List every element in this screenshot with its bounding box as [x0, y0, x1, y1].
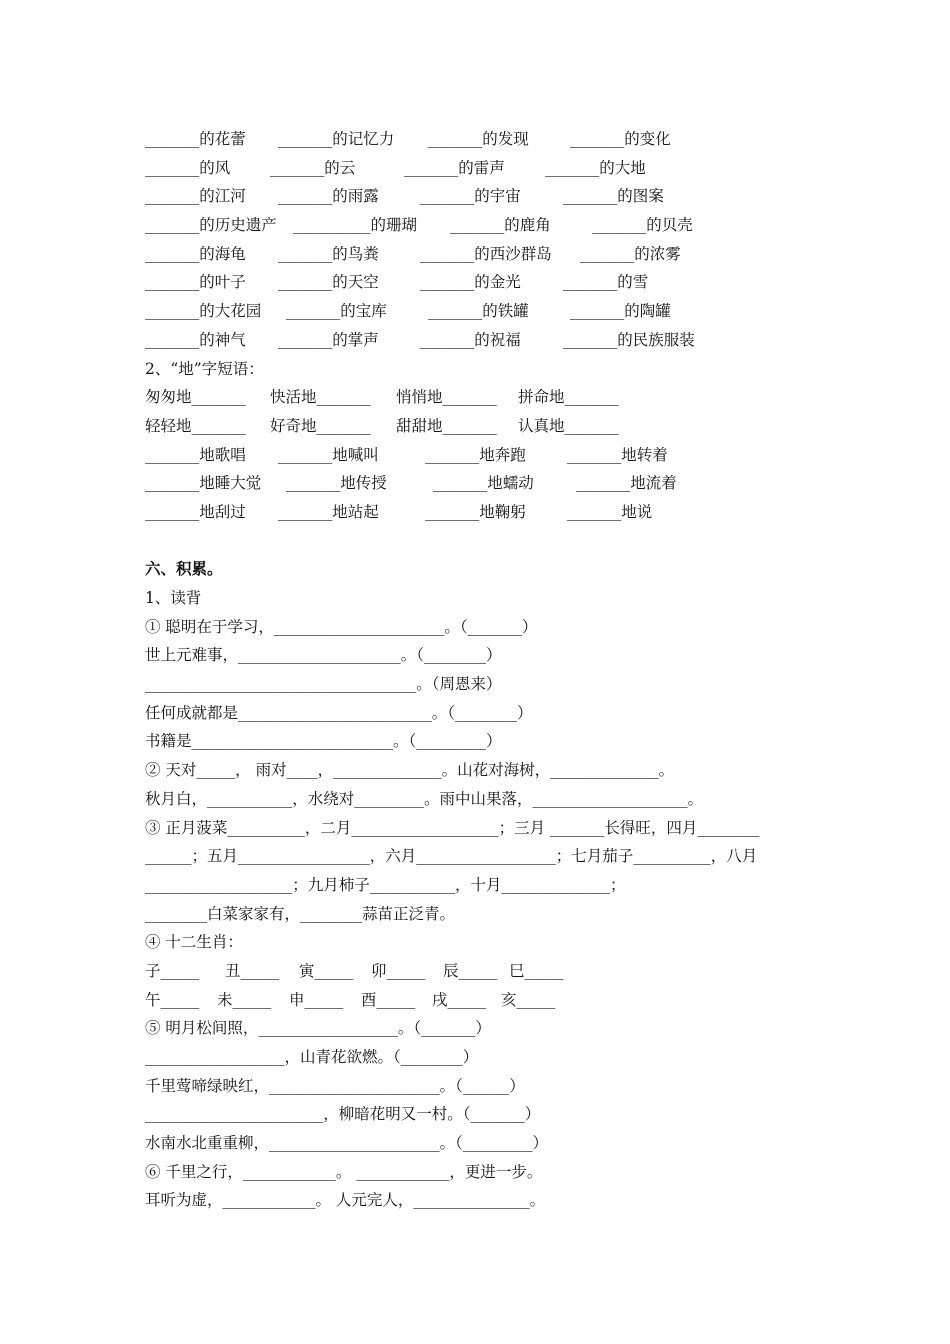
- de-phrase: _______的叶子: [145, 273, 246, 292]
- recite-line: ④ 十二生肖：: [145, 933, 243, 952]
- de-phrase: __________的珊瑚: [293, 216, 418, 235]
- recite-line: ② 天对_____， 雨对____，______________。山花对海树，______________。: [145, 761, 675, 780]
- di-phrase: 悄悄地_______: [396, 388, 497, 407]
- poem-line: 千里莺啼绿映红，______________________。（______）: [145, 1076, 525, 1095]
- di-phrase: 好奇地_______: [270, 416, 371, 435]
- zodiac-row: [145, 957, 825, 986]
- zodiac-item: 午_____: [145, 990, 200, 1009]
- de-phrase: _______的记忆力: [278, 130, 395, 148]
- di-phrase-block: [145, 383, 825, 526]
- recite-line: ___________________________________。（周恩来）: [145, 675, 502, 694]
- di-phrase: 甜甜地_______: [396, 416, 497, 435]
- di-phrase: 认真地_______: [518, 416, 619, 435]
- de-row: [145, 268, 825, 297]
- zodiac-item: 卯_____: [371, 961, 426, 980]
- di-row: [145, 383, 825, 412]
- de-phrase: _______的天空: [278, 273, 379, 292]
- zodiac-item: 寅_____: [299, 961, 354, 980]
- de-phrase: _______的雷声: [404, 158, 505, 177]
- de-row: [145, 326, 825, 355]
- di-phrase: _______地奔跑: [425, 445, 526, 464]
- recite-block: [145, 613, 825, 957]
- poem-line: _______________________，柳暗花明又一村。（_______）: [145, 1105, 541, 1124]
- recite-line: ___________________；九月柿子___________，十月______________；: [145, 875, 626, 894]
- di-phrase: _______地站起: [278, 502, 379, 521]
- de-phrase: _______的海龟: [145, 244, 246, 263]
- de-phrase: _______的祝福: [420, 330, 521, 349]
- zodiac-item: 戌_____: [432, 990, 487, 1009]
- de-phrase: _______的西沙群岛: [420, 244, 552, 263]
- de-phrase: _______的宝库: [286, 302, 387, 321]
- de-phrase: _______的掌声: [278, 330, 379, 349]
- poem-line: ⑥ 千里之行，____________。 ____________，更进一步。: [145, 1162, 543, 1181]
- di-phrase: _______地鞠躬: [425, 502, 526, 521]
- di-heading: 2、“地”字短语：: [145, 359, 264, 378]
- de-phrase: _______的民族服装: [563, 330, 695, 349]
- recite-line: 秋月白，___________，水绕对_________。雨中山果落，____________________。: [145, 789, 704, 808]
- de-phrase: _______的陶罐: [570, 302, 671, 321]
- de-phrase: _______的图案: [563, 187, 664, 206]
- de-phrase-block: [145, 125, 825, 355]
- zodiac-item: 巳_____: [509, 961, 564, 980]
- de-phrase: _______的神气: [145, 330, 246, 349]
- poem-line: __________________，山青花欲燃。（________）: [145, 1048, 479, 1066]
- di-phrase: 快活地_______: [270, 388, 371, 407]
- zodiac-item: 亥_____: [501, 990, 556, 1009]
- di-phrase: _______地喊叫: [278, 445, 379, 464]
- de-row: [145, 211, 825, 240]
- zodiac-block: [145, 957, 825, 1014]
- de-phrase: _______的发现: [428, 130, 529, 148]
- di-phrase: 匆匆地_______: [145, 388, 246, 407]
- de-row: [145, 240, 825, 269]
- di-phrase: _______地传授: [286, 474, 387, 493]
- recite-line: ______；五月_________________，六月__________________；七月茄子__________，八月: [145, 847, 758, 866]
- zodiac-item: 酉_____: [361, 990, 416, 1009]
- poem-line: 耳听为虚，____________。 人元完人，_______________。: [145, 1191, 546, 1210]
- de-phrase: _______的大地: [545, 158, 646, 177]
- de-phrase: _______的历史遗产: [145, 216, 277, 235]
- spacer: [145, 527, 825, 556]
- recite-line: 世上元难事，_____________________。（________）: [145, 646, 502, 665]
- poem-line: ⑤ 明月松间照，__________________。（_______）: [145, 1019, 491, 1038]
- de-phrase: _______的宇宙: [420, 187, 521, 206]
- zodiac-item: 丑_____: [225, 961, 280, 980]
- recite-line: ________白菜家家有，________蒜苗正泛青。: [145, 904, 456, 923]
- zodiac-item: 辰_____: [443, 961, 498, 980]
- zodiac-item: 申_____: [289, 990, 344, 1009]
- di-phrase: _______地睡大觉: [145, 474, 262, 493]
- di-row: [145, 441, 825, 470]
- de-row: [145, 182, 825, 211]
- de-phrase: _______的贝壳: [592, 216, 693, 235]
- recite-line: ① 聪明在于学习，______________________。（_______）: [145, 617, 538, 636]
- recite-line: 书籍是__________________________。（_________）: [145, 732, 502, 751]
- recite-line: ③ 正月菠菜__________，二月___________________；三月 _______长得旺，四月________: [145, 818, 760, 837]
- de-phrase: _______的铁罐: [428, 302, 529, 321]
- de-phrase: _______的大花园: [145, 302, 262, 321]
- di-row: [145, 469, 825, 498]
- poem-block: [145, 1014, 825, 1215]
- poem-line: 水南水北重重柳，______________________。（_________）: [145, 1134, 549, 1153]
- de-row: [145, 297, 825, 326]
- subsection-title: 1、读背: [145, 589, 202, 607]
- de-phrase: _______的变化: [570, 130, 671, 148]
- de-phrase: _______的浓雾: [580, 244, 681, 263]
- de-phrase: _______的风: [145, 158, 231, 177]
- worksheet-page: [145, 125, 825, 1215]
- di-phrase: 拼命地_______: [518, 388, 619, 407]
- di-phrase: _______地说: [567, 502, 653, 521]
- de-phrase: _______的金光: [420, 273, 521, 292]
- di-phrase: _______地刮过: [145, 502, 246, 521]
- recite-line: 任何成就都是_________________________。（________）: [145, 703, 533, 722]
- de-phrase: _______的云: [270, 158, 356, 177]
- section-title: 六、积累。: [145, 559, 223, 579]
- de-phrase: _______的雪: [563, 273, 649, 292]
- zodiac-row: [145, 986, 825, 1015]
- di-phrase: 轻轻地_______: [145, 416, 246, 435]
- zodiac-item: 子_____: [145, 961, 200, 980]
- di-phrase: _______地转着: [567, 445, 668, 464]
- de-row: [145, 154, 825, 183]
- de-phrase: _______的雨露: [278, 187, 379, 206]
- de-phrase: _______的花蕾: [145, 130, 246, 148]
- di-phrase: _______地歌唱: [145, 445, 246, 464]
- de-row: [145, 125, 825, 154]
- de-phrase: _______的鸟粪: [278, 244, 379, 263]
- di-row: [145, 498, 825, 527]
- di-row: [145, 412, 825, 441]
- de-phrase: _______的鹿角: [450, 216, 551, 235]
- di-phrase: _______地蠕动: [433, 474, 534, 493]
- de-phrase: _______的江河: [145, 187, 246, 206]
- zodiac-item: 未_____: [217, 990, 272, 1009]
- di-phrase: _______地流着: [576, 474, 677, 493]
